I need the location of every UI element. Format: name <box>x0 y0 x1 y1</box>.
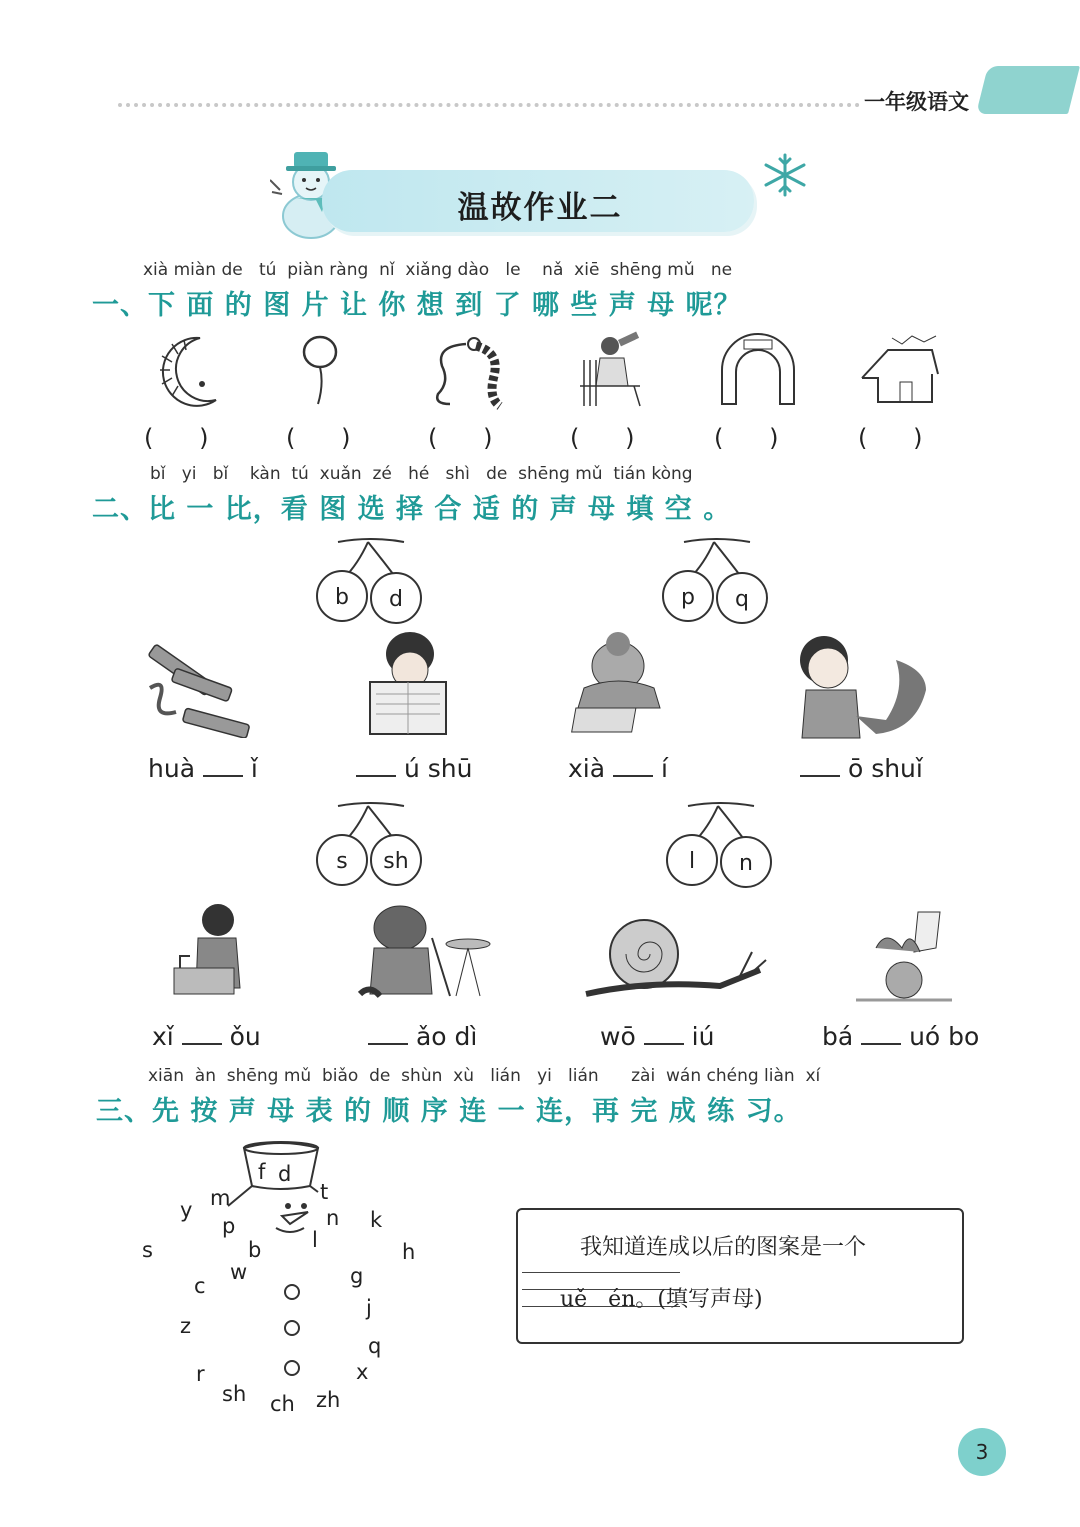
section1-pinyin: xià miàn de tú piàn ràng nǐ xiǎng dào le nǎ xiē shēng mǔ ne <box>143 260 733 280</box>
answer-paren-4[interactable]: ( ) <box>570 424 635 452</box>
chess-player-picture <box>570 628 670 736</box>
word-xi-ou: xǐ ǒu <box>152 1022 261 1051</box>
dot-zh: zh <box>316 1388 341 1412</box>
dot-z: z <box>180 1314 192 1338</box>
section1-pictures <box>150 330 950 414</box>
snowflake-icon <box>762 152 808 198</box>
section2-heading: 二、比 一 比，看 图 选 择 合 适 的 声 母 填 空 。 <box>92 494 732 525</box>
dot-l: l <box>312 1228 318 1252</box>
header-tab <box>976 66 1080 114</box>
dot-t: t <box>320 1180 329 1204</box>
word-ao-di: ǎo dì <box>368 1022 477 1051</box>
snail-picture <box>580 910 770 1004</box>
dot-r: r <box>196 1362 205 1386</box>
dot-g: g <box>350 1264 364 1288</box>
cherry-letter: s <box>336 849 348 874</box>
cherry-letter: sh <box>383 849 409 874</box>
cherry-pair-s-sh <box>308 802 432 892</box>
cherry-letter: n <box>739 851 753 876</box>
answer-prompt: 我知道连成以后的图案是一个 <box>580 1235 867 1260</box>
fill-blank[interactable] <box>861 1025 901 1045</box>
dot-m: m <box>210 1186 231 1210</box>
house-picture <box>862 336 938 402</box>
dot-ch: ch <box>270 1392 295 1416</box>
dot-k: k <box>370 1208 383 1232</box>
dot-d: d <box>278 1162 292 1186</box>
fill-blank[interactable] <box>182 1025 222 1045</box>
answer-paren-1[interactable]: ( ) <box>144 424 209 452</box>
section3-heading: 三、先 按 声 母 表 的 顺 序 连 一 连，再 完 成 练 习。 <box>96 1096 802 1127</box>
fill-blank[interactable] <box>368 1025 408 1045</box>
dot-s: s <box>142 1238 153 1262</box>
cherry-pair-p-q <box>654 538 778 628</box>
fill-blank[interactable] <box>800 757 840 777</box>
girl-telescope-picture <box>580 332 640 406</box>
word-o-shui: ō shuǐ <box>800 754 923 783</box>
cherry-letter: b <box>335 585 349 610</box>
page-number: 3 <box>958 1428 1006 1476</box>
crayons-picture <box>146 628 262 738</box>
cherry-letter: p <box>681 585 695 610</box>
dot-sh: sh <box>222 1382 247 1406</box>
boy-washing-picture <box>170 898 260 1002</box>
word-wo-iu: wō iú <box>600 1022 715 1051</box>
boy-reading-picture <box>362 630 454 738</box>
fill-blank[interactable] <box>356 757 396 777</box>
answer-paren-5[interactable]: ( ) <box>714 424 779 452</box>
cherry-letter: q <box>735 587 749 612</box>
word-u-shu: ú shū <box>356 754 472 783</box>
answer-paren-6[interactable]: ( ) <box>858 424 923 452</box>
dot-c: c <box>194 1274 206 1298</box>
answer-fill[interactable]: uě én <box>560 1287 636 1312</box>
dot-j: j <box>366 1296 372 1320</box>
word-xia-i: xià í <box>568 754 668 783</box>
dot-b: b <box>248 1238 262 1262</box>
hedgehog-moon-picture <box>160 338 216 406</box>
dot-n: n <box>326 1206 340 1230</box>
snake-picture <box>437 338 500 406</box>
fill-blank[interactable] <box>203 757 243 777</box>
answer-paren-2[interactable]: ( ) <box>286 424 351 452</box>
section1-heading: 一、下 面 的 图 片 让 你 想 到 了 哪 些 声 母 呢？ <box>92 290 742 321</box>
fill-blank[interactable] <box>613 757 653 777</box>
dot-p: p <box>222 1214 236 1238</box>
word-hua-i: huà ǐ <box>148 754 258 783</box>
section3-pinyin: xiān àn shēng mǔ biǎo de shùn xù lián yi lián zài wán chéng liàn xí <box>148 1066 821 1086</box>
cherry-letter: l <box>688 849 696 874</box>
word-ba-uo-bo: bá uó bo <box>822 1022 980 1051</box>
header-dotted-rule <box>118 103 860 107</box>
grade-label: 一年级语文 <box>864 89 969 114</box>
section2-pinyin: bǐ yi bǐ kàn tú xuǎn zé hé shì de shēng mǔ tián kòng <box>150 464 693 484</box>
dot-f: f <box>258 1160 266 1184</box>
dot-y: y <box>180 1198 193 1222</box>
answer-hint: 。(填写声母) <box>635 1287 763 1312</box>
cherry-letter: d <box>389 587 403 612</box>
cherry-pair-b-d <box>308 538 432 628</box>
dot-x: x <box>356 1360 369 1384</box>
answer-paren-3[interactable]: ( ) <box>428 424 493 452</box>
page-title: 温故作业二 <box>457 190 623 226</box>
pulling-radish-picture <box>856 908 952 1004</box>
girl-splash-picture <box>786 630 936 740</box>
arch-gate-picture <box>722 334 794 404</box>
answer-fill-row <box>560 1282 763 1313</box>
raccoon-sweeping-picture <box>356 898 496 1004</box>
fill-blank[interactable] <box>644 1025 684 1045</box>
cherry-pair-l-n <box>658 802 782 892</box>
dot-q: q <box>368 1334 382 1358</box>
dot-w: w <box>230 1260 248 1284</box>
dot-h: h <box>402 1240 416 1264</box>
balloon-picture <box>304 337 336 404</box>
